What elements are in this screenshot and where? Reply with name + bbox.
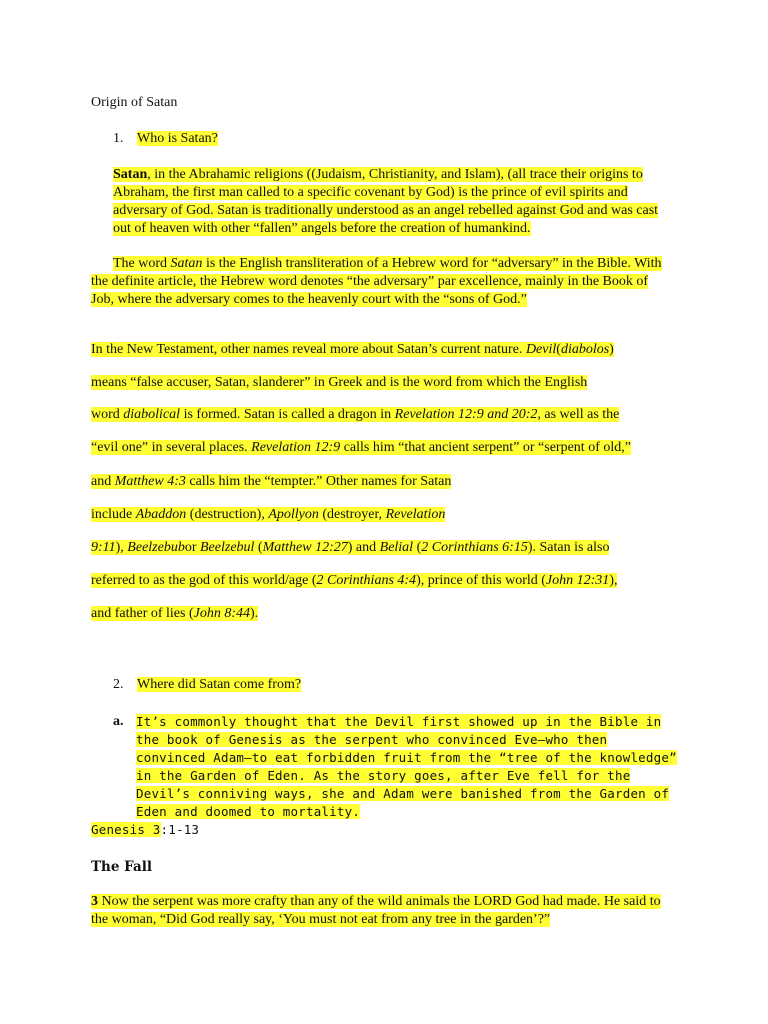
nt-l1d: diabolos [560, 342, 610, 357]
nt-l8a: referred to as the god of this world/age ( [91, 573, 317, 588]
nt-l7f: ( [254, 540, 263, 555]
nt-line-6 [91, 506, 445, 524]
nt-l6d: Apollyon [268, 507, 319, 522]
nt-l4a: “evil one” in several places. [91, 440, 252, 455]
nt-l9b: John 8:44 [193, 606, 251, 621]
answer-a-label: a. [113, 714, 124, 729]
nt-l6c: (destruction), [186, 507, 269, 522]
nt-l4b: Revelation 12:9 [251, 440, 341, 455]
nt-l3a: word [91, 407, 124, 422]
nt-l7j: ( [413, 540, 422, 555]
nt-l1e: ) [609, 342, 614, 357]
nt-l6e: (destroyer, [318, 507, 386, 522]
word-para-text-b: is the English transliteration of a Hebrew word for “adversary” in the Bible. With the definite article, the Hebrew word denotes “the adversary” par excellence, mainly in the Book of Job, where the adversary comes to the heavenly court with the “sons of God.” [91, 256, 662, 307]
nt-l2: means “false accuser, Satan, slanderer” in Greek and is the word from which the English [91, 375, 588, 390]
nt-l1b: Devil [525, 342, 557, 357]
question-2-text: Where did Satan come from? [137, 677, 302, 692]
question-2 [113, 676, 301, 694]
nt-l8c: ), prince of this world ( [416, 573, 546, 588]
word-para-satan-italic: Satan [170, 256, 203, 271]
nt-l7l: ). Satan is also [527, 540, 610, 555]
verse-3 [91, 893, 671, 929]
document-title: Origin of Satan [91, 95, 178, 110]
satan-definition-paragraph [113, 166, 673, 238]
question-1-number: 1. [113, 131, 124, 146]
nt-l3e: , as well as the [537, 407, 620, 422]
question-1 [113, 130, 218, 148]
verse-3-number: 3 [91, 894, 98, 909]
genesis-reference [91, 821, 199, 839]
nt-l7h: ) and [347, 540, 380, 555]
nt-line-9 [91, 605, 258, 623]
nt-l7c: Beelzebub [127, 540, 185, 555]
nt-line-1 [91, 341, 614, 359]
question-1-text: Who is Satan? [137, 131, 218, 146]
nt-l5a: and [91, 474, 115, 489]
nt-l7g: Matthew 12:27 [262, 540, 348, 555]
genesis-ref-highlight: Genesis 3 [91, 822, 161, 837]
nt-l7b: ), [115, 540, 128, 555]
answer-a-text: It’s commonly thought that the Devil first showed up in the Bible in the book of Genesis as the serpent who convinced Eve—who then convinced Adam—to eat forbidden fruit from the “tree of the knowledge” in the Garden of Eden. As the story goes, after Eve fell for the Devil’s conniving ways, she and Adam were banished from the Garden of Eden and doomed to mortality. [136, 714, 677, 819]
nt-line-3 [91, 406, 619, 424]
verse-3-lord: LORD [473, 894, 512, 909]
nt-l7a: 9:11 [91, 540, 116, 555]
nt-l7e: Beelzebul [200, 540, 255, 555]
nt-l8e: ), [609, 573, 618, 588]
nt-l7k: 2 Corinthians 6:15 [421, 540, 528, 555]
satan-term: Satan [113, 167, 148, 182]
nt-l6f: Revelation [385, 507, 446, 522]
nt-l9a: and father of lies ( [91, 606, 194, 621]
nt-line-7 [91, 539, 609, 557]
nt-l6a: include [91, 507, 136, 522]
nt-line-5 [91, 473, 451, 491]
nt-l8b: 2 Corinthians 4:4 [316, 573, 417, 588]
nt-l5c: calls him the “tempter.” Other names for Satan [185, 474, 452, 489]
nt-l7i: Belial [379, 540, 414, 555]
question-2-number: 2. [113, 677, 124, 692]
nt-l3b: diabolical [123, 407, 181, 422]
word-para-text-a: The word [113, 256, 171, 271]
nt-line-4 [91, 439, 631, 457]
verse-3-text-a: Now the serpent was more crafty than any of the wild animals the [98, 894, 474, 909]
nt-line-2 [91, 374, 587, 392]
nt-l3d: Revelation 12:9 and 20:2 [394, 407, 538, 422]
nt-l4c: calls him “that ancient serpent” or “serpent of old,” [340, 440, 631, 455]
fall-heading: The Fall [91, 859, 153, 875]
nt-line-8 [91, 572, 617, 590]
nt-l7d: or [184, 540, 200, 555]
nt-l9c: ). [250, 606, 259, 621]
genesis-ref-verses: :1-13 [160, 822, 200, 837]
nt-l6b: Abaddon [135, 507, 187, 522]
word-satan-paragraph [91, 255, 673, 309]
nt-l8d: John 12:31 [545, 573, 610, 588]
satan-definition-text: , in the Abrahamic religions ((Judaism, Christianity, and Islam), (all trace their origins to Abraham, the first man called to a specific covenant by God) is the prince of evil spirits and adversary of God. Satan is traditionally understood as an angel rebelled against God and was cast out of heaven with other “fallen” angels before the creation of humankind. [113, 167, 659, 236]
nt-l5b: Matthew 4:3 [114, 474, 186, 489]
answer-a [113, 713, 683, 821]
nt-l3c: is formed. Satan is called a dragon in [180, 407, 395, 422]
nt-l1a: In the New Testament, other names reveal more about Satan’s current nature. [91, 342, 526, 357]
nt-l1c: ( [556, 342, 561, 357]
verse-3-text-b: God had made. He said to the woman, “Did God really say, ‘You must not eat from any tree in the garden’?” [91, 894, 661, 927]
